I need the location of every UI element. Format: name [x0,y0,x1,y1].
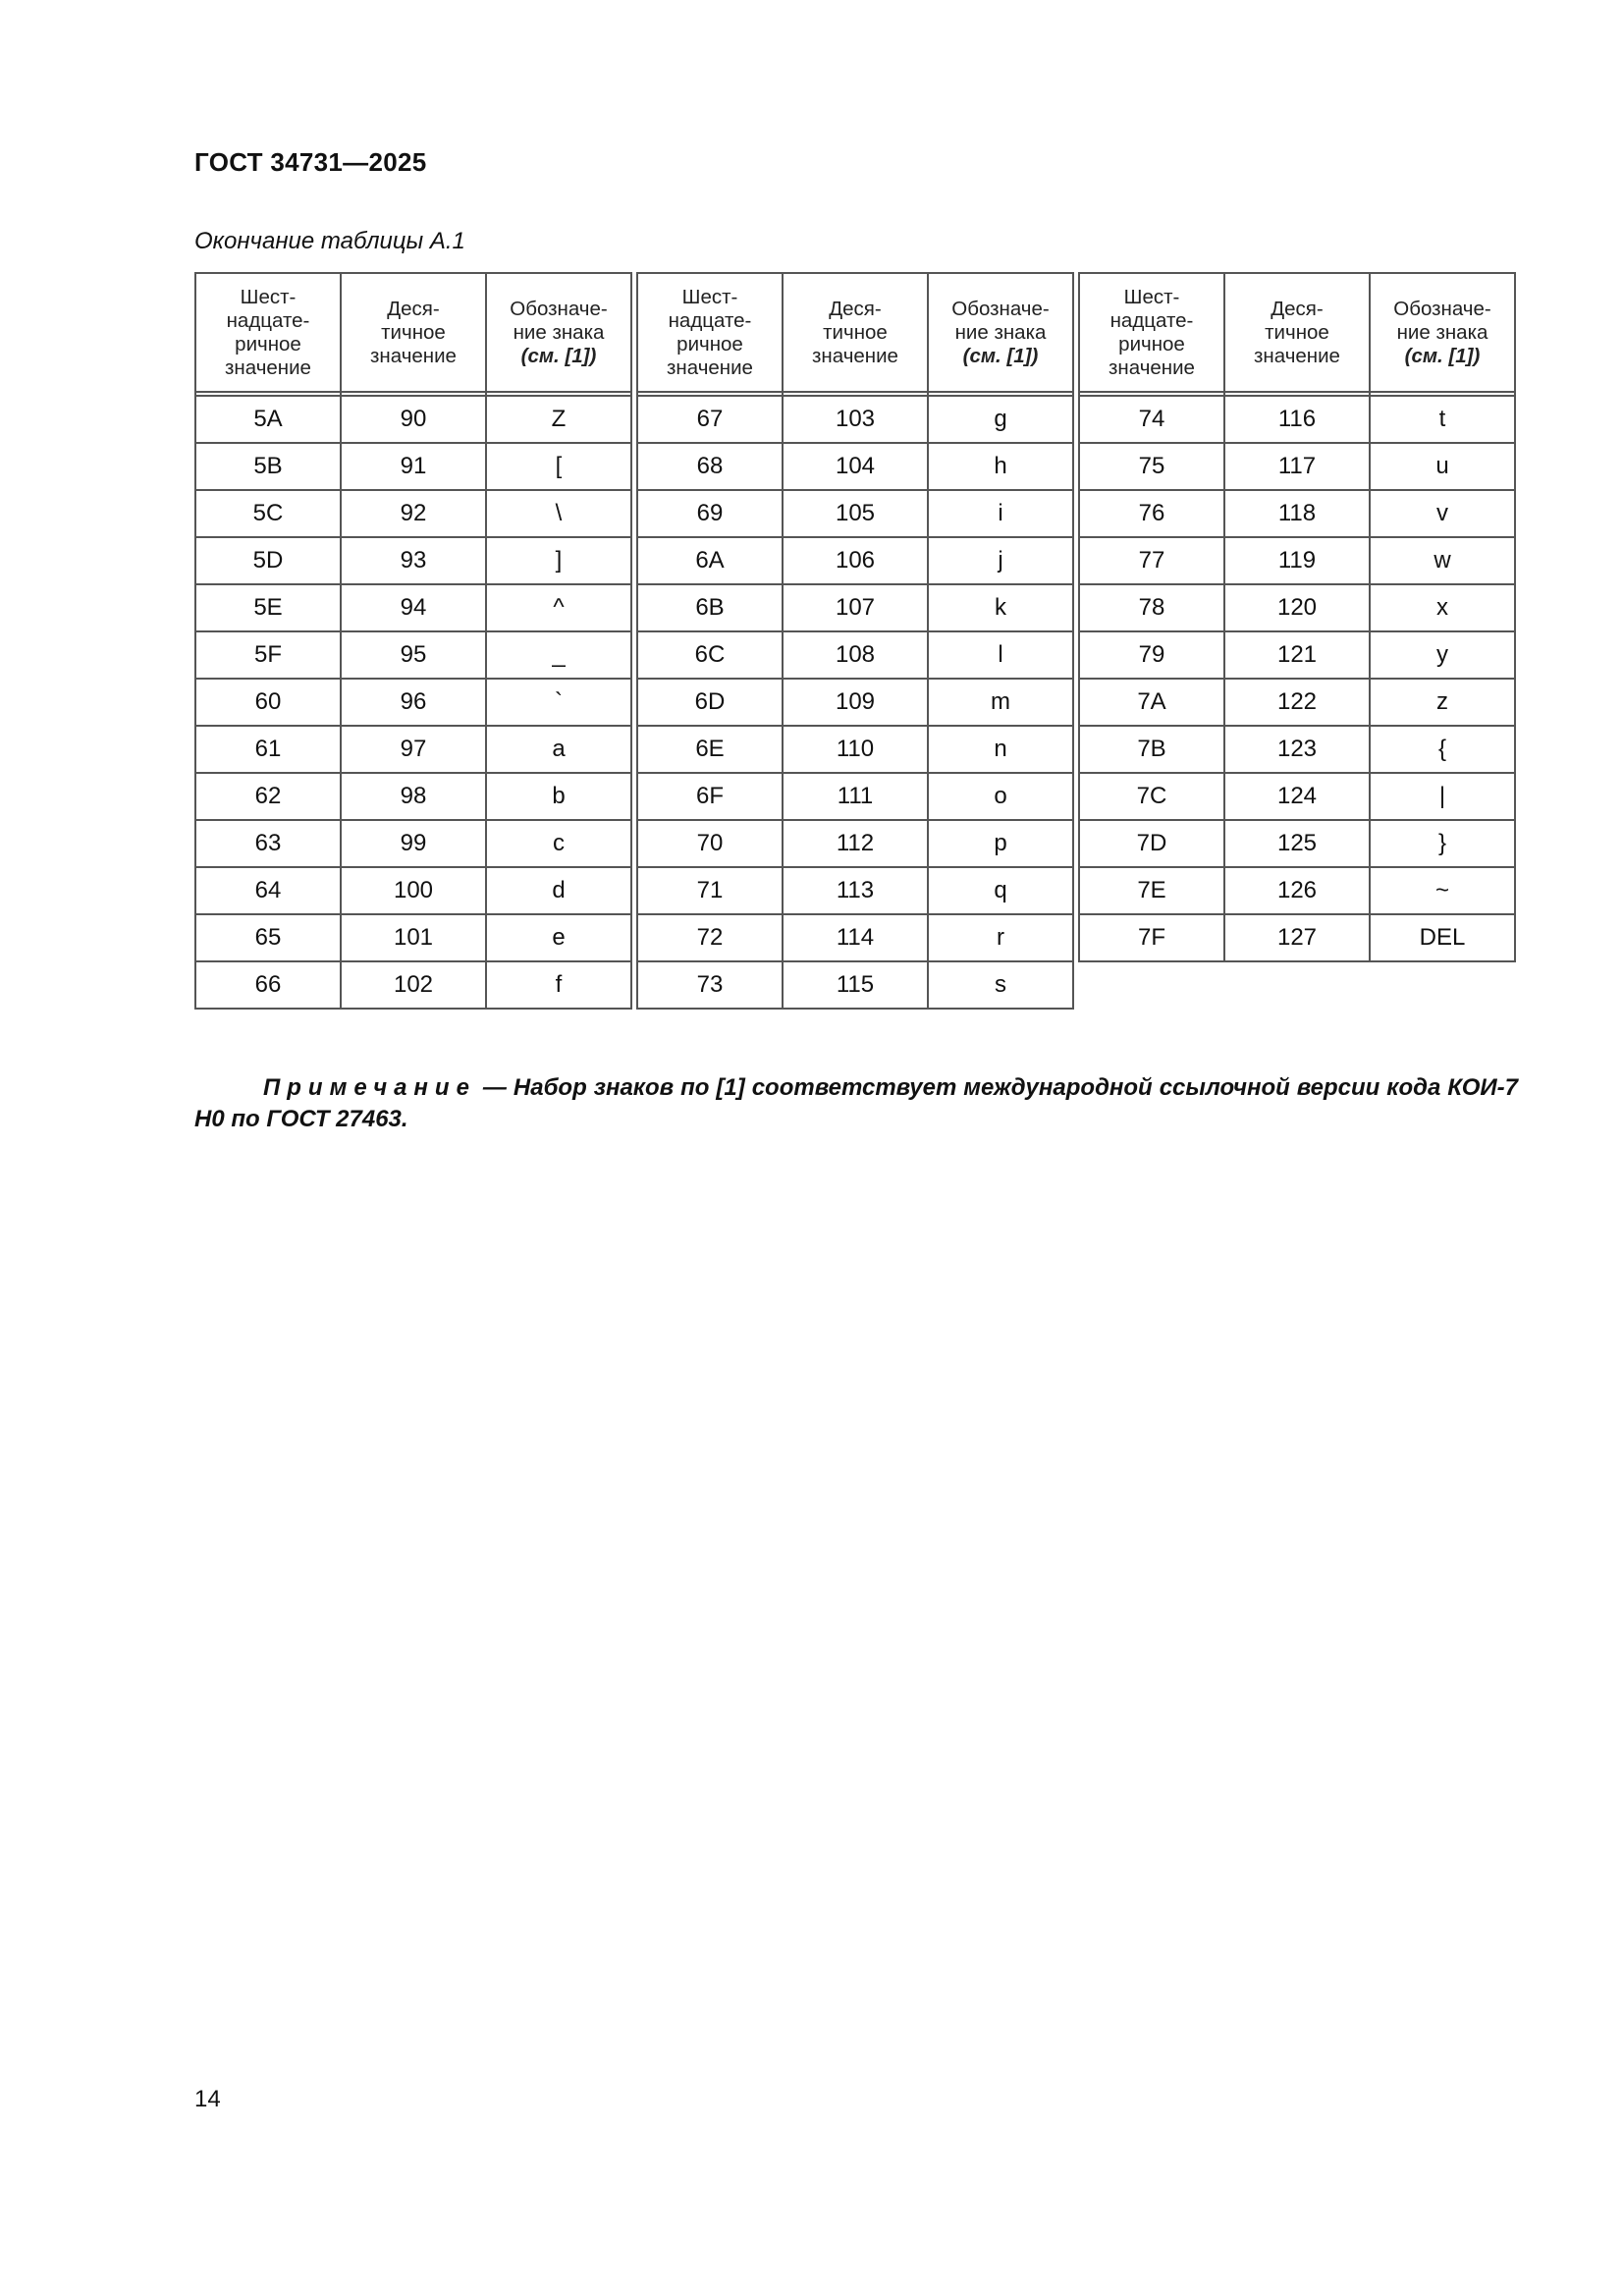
decimal-column-header [783,273,928,392]
code-table-part-2 [636,272,1074,1010]
symbol-cell: l [928,631,1073,679]
symbol-cell: [ [486,443,631,490]
decimal-cell: 101 [341,914,486,961]
decimal-cell: 115 [783,961,928,1009]
symbol-cell: _ [486,631,631,679]
decimal-cell: 93 [341,537,486,584]
table-row [637,726,1073,773]
hex-cell: 5B [195,443,341,490]
table-row [637,537,1073,584]
code-table-part-3 [1078,272,1516,962]
hex-column-header-line: надцате- [226,308,310,332]
hex-cell: 7E [1079,867,1224,914]
symbol-cell: k [928,584,1073,631]
table-row [195,726,631,773]
table-row [195,396,631,443]
hex-cell: 5A [195,396,341,443]
hex-cell: 62 [195,773,341,820]
symbol-cell: { [1370,726,1515,773]
hex-cell: 77 [1079,537,1224,584]
table-row [1079,443,1515,490]
hex-cell: 63 [195,820,341,867]
symbol-column-header-line: ние знака [1396,320,1488,344]
table-row [637,820,1073,867]
table-row [637,584,1073,631]
decimal-cell: 109 [783,679,928,726]
hex-cell: 6D [637,679,783,726]
note-text: — Набор знаков по [1] соответствует международной ссылочной версии кода КОИ-7 Н0 по ГОСТ 27463. [194,1074,1518,1132]
symbol-cell: u [1370,443,1515,490]
table-row [1079,773,1515,820]
table-row [195,773,631,820]
note-label: Примечание [263,1074,476,1101]
symbol-cell: o [928,773,1073,820]
symbol-cell: x [1370,584,1515,631]
header-row [637,273,1073,392]
table-row [637,631,1073,679]
table-row [1079,537,1515,584]
table-row [637,867,1073,914]
hex-column-header-line: Шест- [1123,285,1180,308]
hex-cell: 67 [637,396,783,443]
decimal-cell: 105 [783,490,928,537]
hex-cell: 70 [637,820,783,867]
hex-cell: 5C [195,490,341,537]
table-row [637,961,1073,1009]
symbol-column-header-reference: (см. [1]) [962,344,1039,367]
decimal-cell: 110 [783,726,928,773]
symbol-cell: p [928,820,1073,867]
hex-cell: 72 [637,914,783,961]
table-row [1079,820,1515,867]
hex-cell: 64 [195,867,341,914]
hex-column-header-line: ричное [676,332,743,355]
decimal-column-header-line: Деся- [387,297,440,320]
decimal-cell: 123 [1224,726,1370,773]
decimal-cell: 94 [341,584,486,631]
decimal-cell: 116 [1224,396,1370,443]
table-row [1079,631,1515,679]
header-row [1079,273,1515,392]
symbol-cell: h [928,443,1073,490]
symbol-cell: n [928,726,1073,773]
table-row [195,490,631,537]
table-row [1079,584,1515,631]
decimal-cell: 91 [341,443,486,490]
decimal-cell: 98 [341,773,486,820]
decimal-cell: 107 [783,584,928,631]
symbol-column-header-line: Обозначе- [510,297,608,320]
symbol-column-header-reference: (см. [1]) [1404,344,1481,367]
table-row [195,914,631,961]
table-row [195,584,631,631]
hex-column-header-line: надцате- [1109,308,1194,332]
decimal-cell: 90 [341,396,486,443]
page-number: 14 [194,2086,221,2112]
hex-cell: 5D [195,537,341,584]
decimal-cell: 125 [1224,820,1370,867]
decimal-cell: 122 [1224,679,1370,726]
symbol-cell: r [928,914,1073,961]
hex-cell: 73 [637,961,783,1009]
code-table-part-1 [194,272,632,1010]
symbol-column-header [928,273,1073,392]
hex-column-header-line: значение [667,355,753,379]
decimal-cell: 127 [1224,914,1370,961]
hex-cell: 76 [1079,490,1224,537]
hex-column-header-line: надцате- [668,308,752,332]
table-row [637,443,1073,490]
decimal-cell: 99 [341,820,486,867]
decimal-cell: 100 [341,867,486,914]
symbol-column-header-line: ние знака [954,320,1047,344]
hex-column-header-line: значение [1109,355,1195,379]
decimal-column-header-line: значение [370,344,457,367]
hex-cell: 71 [637,867,783,914]
hex-cell: 7B [1079,726,1224,773]
document-header: ГОСТ 34731—2025 [194,147,427,177]
symbol-cell: z [1370,679,1515,726]
decimal-cell: 114 [783,914,928,961]
symbol-cell: b [486,773,631,820]
table-row [637,396,1073,443]
decimal-cell: 118 [1224,490,1370,537]
decimal-cell: 92 [341,490,486,537]
hex-column-header-line: ричное [235,332,301,355]
symbol-cell: | [1370,773,1515,820]
hex-column-header-line: Шест- [240,285,297,308]
table-row [195,443,631,490]
decimal-cell: 113 [783,867,928,914]
hex-cell: 60 [195,679,341,726]
table-row [195,679,631,726]
hex-cell: 5F [195,631,341,679]
symbol-cell: e [486,914,631,961]
hex-cell: 65 [195,914,341,961]
hex-cell: 7C [1079,773,1224,820]
table-row [637,773,1073,820]
hex-column-header-line: значение [225,355,311,379]
table-row [637,490,1073,537]
symbol-cell: f [486,961,631,1009]
hex-cell: 5E [195,584,341,631]
decimal-cell: 96 [341,679,486,726]
hex-cell: 6C [637,631,783,679]
symbol-cell: j [928,537,1073,584]
hex-column-header [637,273,783,392]
symbol-cell: i [928,490,1073,537]
decimal-cell: 95 [341,631,486,679]
symbol-cell: \ [486,490,631,537]
hex-column-header [195,273,341,392]
symbol-cell: y [1370,631,1515,679]
hex-column-header-line: ричное [1118,332,1185,355]
decimal-column-header-line: Деся- [829,297,882,320]
hex-cell: 7F [1079,914,1224,961]
symbol-column-header [486,273,631,392]
decimal-cell: 112 [783,820,928,867]
symbol-cell: c [486,820,631,867]
symbol-column-header-line: ние знака [513,320,605,344]
hex-cell: 78 [1079,584,1224,631]
decimal-cell: 104 [783,443,928,490]
decimal-column-header-line: Деся- [1271,297,1324,320]
symbol-cell: d [486,867,631,914]
symbol-cell: DEL [1370,914,1515,961]
symbol-cell: } [1370,820,1515,867]
decimal-cell: 126 [1224,867,1370,914]
decimal-cell: 111 [783,773,928,820]
decimal-column-header [341,273,486,392]
symbol-cell: q [928,867,1073,914]
decimal-column-header-line: тичное [1265,320,1329,344]
symbol-column-header [1370,273,1515,392]
decimal-cell: 97 [341,726,486,773]
symbol-cell: Z [486,396,631,443]
table-row [1079,867,1515,914]
decimal-cell: 102 [341,961,486,1009]
symbol-cell: ~ [1370,867,1515,914]
table-row [637,679,1073,726]
symbol-cell: v [1370,490,1515,537]
hex-cell: 6A [637,537,783,584]
header-row [195,273,631,392]
symbol-cell: a [486,726,631,773]
hex-cell: 7D [1079,820,1224,867]
hex-cell: 61 [195,726,341,773]
decimal-cell: 124 [1224,773,1370,820]
decimal-cell: 103 [783,396,928,443]
table-row [1079,490,1515,537]
symbol-column-header-reference: (см. [1]) [520,344,597,367]
table-row [195,867,631,914]
decimal-cell: 108 [783,631,928,679]
hex-cell: 6F [637,773,783,820]
hex-cell: 79 [1079,631,1224,679]
table-note [194,1072,1518,1135]
table-caption: Окончание таблицы А.1 [194,228,465,254]
hex-cell: 66 [195,961,341,1009]
table-row [1079,726,1515,773]
hex-cell: 7A [1079,679,1224,726]
table-row [195,820,631,867]
decimal-cell: 119 [1224,537,1370,584]
table-row [195,631,631,679]
symbol-cell: ^ [486,584,631,631]
table-row [195,961,631,1009]
decimal-column-header [1224,273,1370,392]
decimal-column-header-line: значение [1254,344,1340,367]
decimal-cell: 106 [783,537,928,584]
hex-column-header [1079,273,1224,392]
table-row [1079,679,1515,726]
symbol-cell: s [928,961,1073,1009]
hex-cell: 68 [637,443,783,490]
symbol-cell: ` [486,679,631,726]
symbol-cell: g [928,396,1073,443]
hex-cell: 75 [1079,443,1224,490]
symbol-column-header-line: Обозначе- [1393,297,1491,320]
hex-cell: 69 [637,490,783,537]
table-row [1079,396,1515,443]
symbol-column-header-line: Обозначе- [951,297,1050,320]
hex-cell: 6E [637,726,783,773]
decimal-column-header-line: тичное [381,320,446,344]
decimal-column-header-line: тичное [823,320,888,344]
decimal-cell: 117 [1224,443,1370,490]
decimal-cell: 121 [1224,631,1370,679]
table-row [195,537,631,584]
hex-column-header-line: Шест- [681,285,738,308]
hex-cell: 74 [1079,396,1224,443]
decimal-column-header-line: значение [812,344,898,367]
symbol-cell: t [1370,396,1515,443]
decimal-cell: 120 [1224,584,1370,631]
table-row [637,914,1073,961]
symbol-cell: m [928,679,1073,726]
table-row [1079,914,1515,961]
symbol-cell: w [1370,537,1515,584]
hex-cell: 6B [637,584,783,631]
symbol-cell: ] [486,537,631,584]
